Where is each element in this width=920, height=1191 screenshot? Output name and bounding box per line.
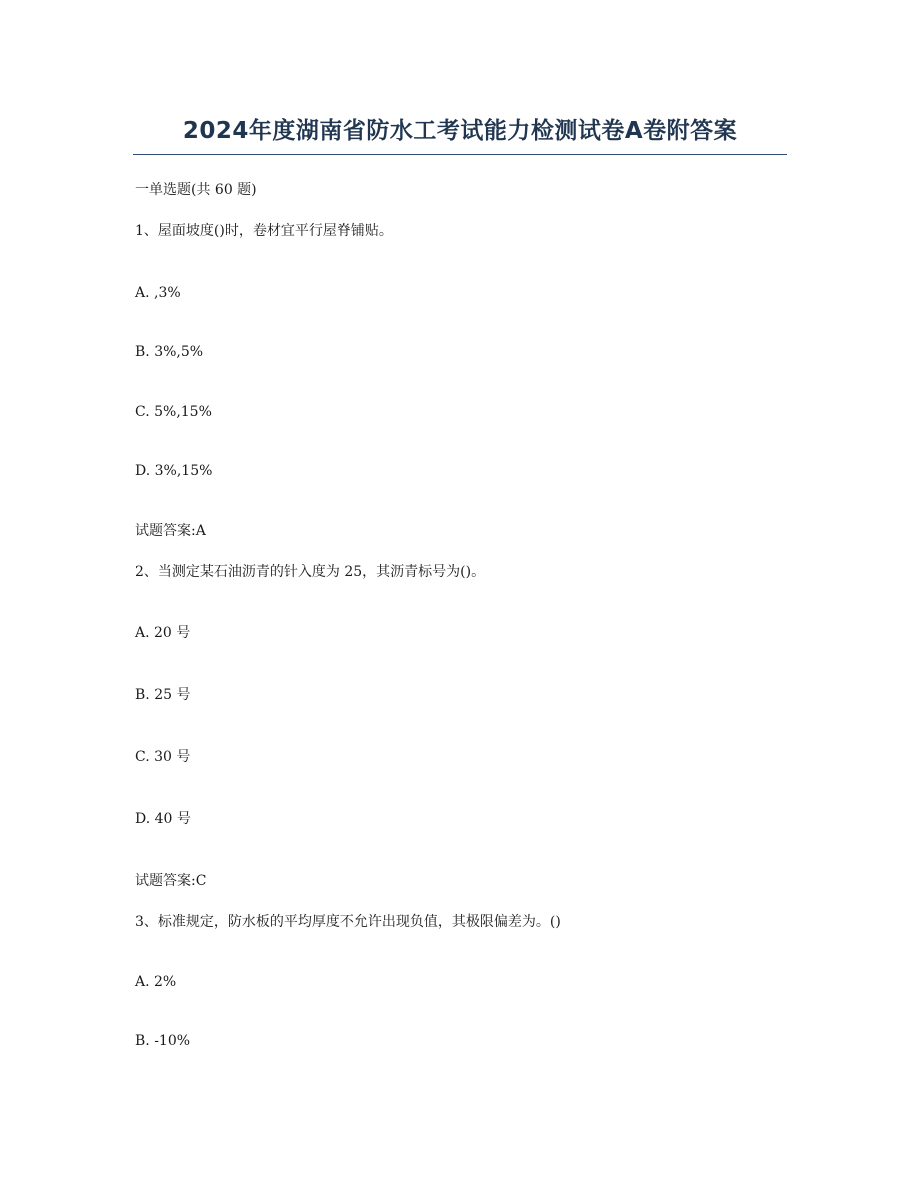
question-stem: 1、屋面坡度()时，卷材宜平行屋脊铺贴。 bbox=[135, 223, 393, 239]
question-stem: 3、标准规定，防水板的平均厚度不允许出现负值，其极限偏差为。() bbox=[135, 914, 561, 930]
answer-option: D. 40 号 bbox=[135, 811, 191, 827]
answer-option: A. 20 号 bbox=[135, 625, 191, 641]
page-title: 2024年度湖南省防水工考试能力检测试卷A卷附答案 bbox=[182, 118, 738, 144]
answer-option: C. 30 号 bbox=[135, 749, 191, 765]
answer-option: C. 5%,15% bbox=[135, 404, 212, 420]
question-answer: 试题答案:C bbox=[135, 873, 207, 889]
answer-option: B. -10% bbox=[135, 1033, 191, 1049]
answer-option: B. 3%,5% bbox=[135, 344, 204, 360]
answer-option: D. 3%,15% bbox=[135, 463, 213, 479]
question-stem: 2、当测定某石油沥青的针入度为 25，其沥青标号为()。 bbox=[135, 564, 486, 580]
answer-option: B. 25 号 bbox=[135, 687, 191, 703]
title-divider bbox=[133, 154, 787, 155]
question-answer: 试题答案:A bbox=[135, 523, 206, 539]
section-heading: 一单选题(共 60 题) bbox=[135, 182, 257, 198]
answer-option: A. ,3% bbox=[135, 285, 181, 301]
answer-option: A. 2% bbox=[135, 974, 177, 990]
